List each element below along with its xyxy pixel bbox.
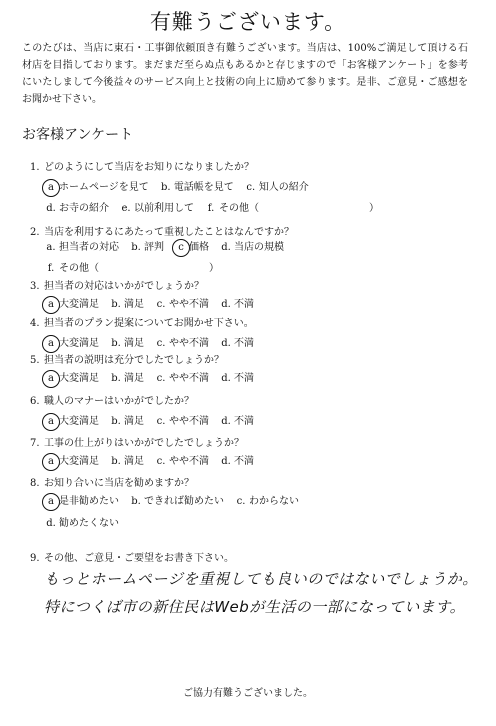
option-label: やや不満: [169, 456, 209, 467]
option-label: ホームページを見て: [59, 182, 149, 193]
option-row: [46, 452, 266, 467]
answer-option[interactable]: [46, 199, 109, 214]
option-label: その他（: [59, 263, 99, 274]
selected-option[interactable]: [46, 452, 99, 467]
question-6: [30, 392, 194, 407]
question-number: 9.: [30, 553, 40, 564]
option-label: その他（: [219, 203, 259, 214]
question-text: 当店を利用するにあたって重視したことはなんですか？: [44, 227, 294, 238]
option-label: 不満: [234, 456, 254, 467]
closing-paren: ）: [369, 203, 379, 214]
answer-option[interactable]: [156, 452, 209, 467]
option-label: 大変満足: [59, 299, 99, 310]
option-label: わからない: [249, 496, 299, 507]
option-row: [46, 514, 131, 529]
selected-option[interactable]: [176, 238, 209, 253]
option-letter: c.: [156, 456, 166, 467]
circled-option-letter: a: [46, 416, 56, 427]
option-letter: c.: [156, 416, 166, 427]
option-label: 知人の紹介: [258, 182, 309, 193]
option-letter: c.: [156, 299, 166, 310]
question-text: その他、ご意見・ご要望をお書き下さい。: [44, 553, 234, 564]
answer-option[interactable]: [221, 295, 254, 310]
answer-option[interactable]: [46, 514, 119, 529]
option-letter: d.: [46, 203, 56, 214]
answer-option[interactable]: [221, 412, 254, 427]
option-label: 満足: [124, 299, 144, 310]
option-label: 電話帳を見て: [173, 182, 234, 193]
question-7: [30, 434, 244, 449]
question-8: [30, 474, 194, 489]
option-label: 是非勧めたい: [59, 496, 119, 507]
answer-option[interactable]: [221, 334, 254, 349]
answer-option[interactable]: [46, 238, 119, 253]
option-label: やや不満: [169, 299, 209, 310]
option-letter: b.: [131, 242, 141, 253]
option-row: [46, 199, 391, 214]
option-letter: b.: [111, 299, 121, 310]
option-letter: b.: [111, 416, 121, 427]
selected-option[interactable]: [46, 369, 99, 384]
selected-option[interactable]: [46, 492, 119, 507]
answer-option[interactable]: [111, 452, 144, 467]
option-letter: b.: [111, 456, 121, 467]
option-letter: d.: [221, 299, 231, 310]
option-letter: b.: [131, 496, 141, 507]
question-text: どのようにして当店をお知りになりましたか？: [44, 162, 254, 173]
option-label: 満足: [124, 338, 144, 349]
option-label: 大変満足: [59, 338, 99, 349]
question-number: 5.: [30, 355, 40, 366]
question-number: 1.: [30, 162, 40, 173]
closing-note: ご協力有難うございました。: [183, 688, 313, 699]
option-label: 満足: [124, 456, 144, 467]
option-label: 満足: [124, 416, 144, 427]
option-letter: c.: [246, 182, 256, 193]
answer-option[interactable]: [111, 412, 144, 427]
option-label: やや不満: [169, 416, 209, 427]
option-letter: a.: [46, 242, 56, 253]
option-label: やや不満: [169, 373, 209, 384]
circled-option-letter: a: [46, 299, 56, 310]
option-label: できれば勧めたい: [144, 496, 224, 507]
option-row: [46, 334, 266, 349]
circled-option-letter: a: [46, 182, 56, 193]
question-number: 6.: [30, 396, 40, 407]
question-text: お知り合いに当店を勧めますか？: [44, 478, 194, 489]
option-label: 不満: [234, 416, 254, 427]
option-letter: f.: [47, 263, 55, 274]
option-row: [46, 369, 266, 384]
option-label: 以前利用して: [134, 203, 194, 214]
closing-paren: ）: [209, 263, 219, 274]
question-5: [30, 351, 224, 366]
question-1: [30, 158, 254, 173]
option-letter: d.: [221, 416, 231, 427]
selected-option[interactable]: [46, 295, 99, 310]
option-label: やや不満: [169, 338, 209, 349]
answer-option[interactable]: [131, 238, 164, 253]
option-label: 満足: [124, 373, 144, 384]
question-text: 担当者のプラン提案についてお聞かせ下さい。: [44, 318, 254, 329]
option-row: [46, 412, 266, 427]
option-label: 評判: [144, 242, 164, 253]
question-text: 工事の仕上がりはいかがでしたでしょうか？: [44, 438, 244, 449]
option-label: お寺の紹介: [59, 203, 109, 214]
answer-option[interactable]: [111, 369, 144, 384]
answer-option[interactable]: [221, 238, 284, 253]
option-label: 大変満足: [59, 373, 99, 384]
question-9: [30, 549, 234, 564]
intro-paragraph: このたびは、当店に東石・工事御依頼頂き有難うございます。当店は、100%ご満足して頂ける石材店を目指しております。まだまだ至らぬ点もあるかと存じますので「お客様アンケート」を参考にいたしまして今後益々のサービス向上と技術の向上に励めて参ります。是非、ご意見・ご感想をお聞かせ下さい。: [22, 43, 468, 105]
answer-option[interactable]: [156, 295, 209, 310]
option-row: [46, 178, 321, 193]
answer-option[interactable]: [46, 259, 219, 274]
option-row: [46, 238, 296, 253]
answer-option[interactable]: [161, 178, 234, 193]
question-2: [30, 223, 294, 238]
option-letter: e.: [121, 203, 131, 214]
option-letter: b.: [111, 338, 121, 349]
selected-option[interactable]: [46, 334, 99, 349]
question-4: [30, 314, 254, 329]
answer-option[interactable]: [206, 199, 379, 214]
handwritten-comment-line-2: 特につくば市の新住民はWebが生活の一部になっています。: [44, 598, 466, 616]
option-label: 担当者の対応: [59, 242, 119, 253]
option-row: [46, 259, 231, 274]
answer-option[interactable]: [156, 334, 209, 349]
option-label: 不満: [234, 338, 254, 349]
selected-option[interactable]: [46, 412, 99, 427]
option-label: 当店の規模: [234, 242, 284, 253]
answer-option[interactable]: [246, 178, 309, 193]
option-letter: c.: [236, 496, 246, 507]
option-letter: c.: [156, 373, 166, 384]
answer-option[interactable]: [131, 492, 224, 507]
option-letter: b.: [111, 373, 121, 384]
option-letter: d.: [221, 373, 231, 384]
answer-option[interactable]: [121, 199, 194, 214]
circled-option-letter: a: [46, 496, 56, 507]
survey-heading: お客様アンケート: [22, 127, 134, 143]
question-text: 職人のマナーはいかがでしたか？: [44, 396, 194, 407]
question-text: 担当者の説明は充分でしたでしょうか？: [44, 355, 224, 366]
option-letter: d.: [221, 338, 231, 349]
question-number: 4.: [30, 318, 40, 329]
page-title: 有難うございます。: [149, 10, 347, 34]
option-letter: b.: [161, 182, 171, 193]
option-label: 大変満足: [59, 416, 99, 427]
answer-option[interactable]: [156, 412, 209, 427]
handwritten-comment-line-1: もっとホームページを重視しても良いのではないでしょうか。: [44, 570, 478, 588]
option-label: 不満: [234, 373, 254, 384]
option-letter: c.: [156, 338, 166, 349]
answer-option[interactable]: [156, 369, 209, 384]
option-letter: f.: [207, 203, 215, 214]
circled-option-letter: a: [46, 456, 56, 467]
answer-option[interactable]: [221, 452, 254, 467]
option-label: 不満: [234, 299, 254, 310]
option-letter: d.: [46, 518, 56, 529]
circled-option-letter: c: [176, 242, 186, 253]
question-number: 7.: [30, 438, 40, 449]
option-label: 大変満足: [59, 456, 99, 467]
answer-option[interactable]: [236, 492, 299, 507]
question-number: 2.: [30, 227, 40, 238]
question-number: 8.: [30, 478, 40, 489]
answer-option[interactable]: [221, 369, 254, 384]
option-label: 勧めたくない: [59, 518, 119, 529]
option-row: [46, 492, 311, 507]
question-3: [30, 277, 204, 292]
option-letter: d.: [221, 456, 231, 467]
question-text: 担当者の対応はいかがでしょうか？: [44, 281, 204, 292]
option-letter: d.: [221, 242, 231, 253]
circled-option-letter: a: [46, 373, 56, 384]
circled-option-letter: a: [46, 338, 56, 349]
question-number: 3.: [30, 281, 40, 292]
selected-option[interactable]: [46, 178, 149, 193]
answer-option[interactable]: [111, 295, 144, 310]
answer-option[interactable]: [111, 334, 144, 349]
option-label: 価格: [189, 242, 209, 253]
option-row: [46, 295, 266, 310]
